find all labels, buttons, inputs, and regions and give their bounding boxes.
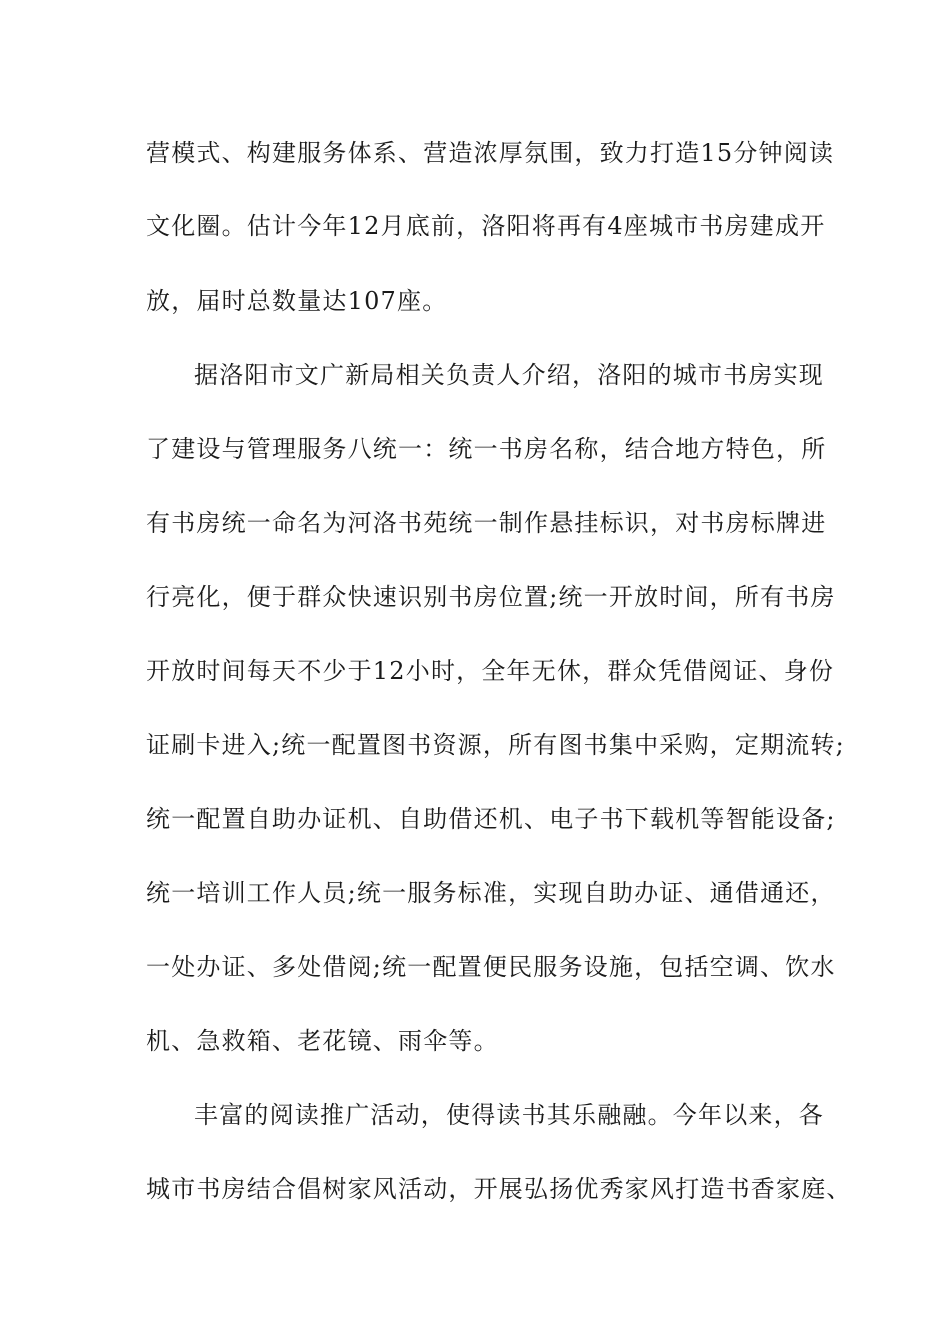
paragraph-line: 证刷卡进入;统一配置图书资源，所有图书集中采购，定期流转; — [146, 731, 845, 759]
paragraph-line: 统一配置自助办证机、自助借还机、电子书下载机等智能设备; — [146, 805, 836, 833]
paragraph-line: 据洛阳市文广新局相关负责人介绍，洛阳的城市书房实现 — [194, 361, 824, 389]
paragraph-line: 了建设与管理服务八统一：统一书房名称，结合地方特色，所 — [146, 435, 827, 463]
paragraph-line: 营模式、构建服务体系、营造浓厚氛围，致力打造15分钟阅读 — [146, 139, 835, 167]
paragraph-line: 机、急救箱、老花镜、雨伞等。 — [146, 1027, 499, 1055]
paragraph-line: 行亮化，便于群众快速识别书房位置;统一开放时间，所有书房 — [146, 583, 836, 611]
paragraph-line: 一处办证、多处借阅;统一配置便民服务设施，包括空调、饮水 — [146, 953, 836, 981]
paragraph-line: 有书房统一命名为河洛书苑统一制作悬挂标识，对书房标牌进 — [146, 509, 827, 537]
paragraph-line: 丰富的阅读推广活动，使得读书其乐融融。今年以来，各 — [194, 1101, 824, 1129]
paragraph-line: 放，届时总数量达107座。 — [146, 287, 448, 315]
paragraph-line: 城市书房结合倡树家风活动，开展弘扬优秀家风打造书香家庭、 — [146, 1175, 852, 1203]
paragraph-line: 统一培训工作人员;统一服务标准，实现自助办证、通借通还， — [146, 879, 836, 907]
paragraph-line: 开放时间每天不少于12小时，全年无休，群众凭借阅证、身份 — [146, 657, 835, 685]
paragraph-line: 文化圈。估计今年12月底前，洛阳将再有4座城市书房建成开 — [146, 212, 826, 240]
